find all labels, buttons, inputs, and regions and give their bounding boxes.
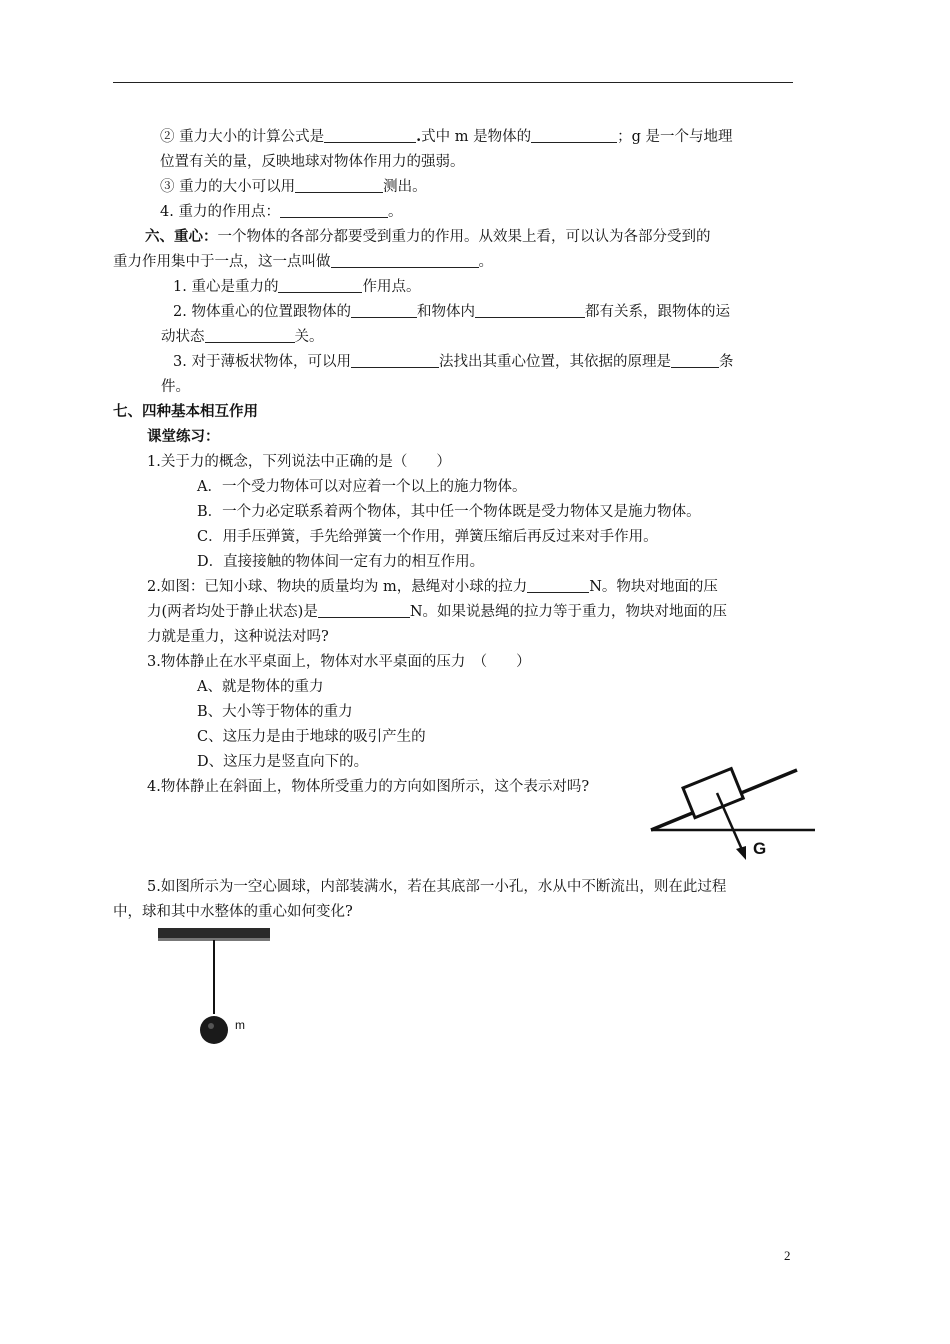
header-rule: [113, 82, 793, 83]
measure-line: ③ 重力的大小可以用 测出。: [160, 179, 427, 195]
question-5-line-1: 5.如图所示为一空心圆球，内部装满水，若在其底部一小孔，水从中不断流出，则在此过程: [147, 879, 727, 895]
hanging-ball-figure: [156, 926, 276, 1050]
center-of-gravity-intro: 六、重心：一个物体的各部分都要受到重力的作用。从效果上看，可以认为各部分受到的: [145, 228, 711, 245]
block: [683, 769, 743, 818]
practice-heading: 课堂练习：: [147, 428, 220, 445]
formula-line: ② 重力大小的计算公式是 .式中 m 是物体的 ；g 是一个与地理: [160, 128, 733, 145]
center-item-2: 2. 物体重心的位置跟物体的 和物体内 都有关系，跟物体的运: [173, 304, 730, 320]
center-item-1: 1. 重心是重力的 作用点。: [173, 279, 421, 295]
mass-label: m: [235, 1018, 245, 1032]
question-1-option-d: D．直接接触的物体间一定有力的相互作用。: [197, 554, 485, 570]
center-blank: [331, 253, 479, 268]
center-item-3-blank-a: [351, 353, 439, 368]
question-1-option-b: B．一个力必定联系着两个物体，其中任一个物体既是受力物体又是施力物体。: [197, 504, 701, 520]
question-1: 1.关于力的概念，下列说法中正确的是（ ）: [147, 454, 451, 470]
question-4: 4.物体静止在斜面上，物体所受重力的方向如图所示，这个表示对吗?: [147, 779, 590, 795]
action-point-blank: [280, 203, 388, 218]
measure-blank: [295, 178, 383, 193]
center-item-3-line-2: 件。: [161, 379, 190, 395]
center-item-2-blank-b: [475, 303, 585, 318]
question-2-blank-a: [527, 578, 589, 593]
section-6-heading: 六、重心：: [145, 228, 218, 245]
ceiling-support: [158, 928, 270, 938]
gravity-arrowhead: [736, 846, 746, 860]
question-3-option-b: B、大小等于物体的重力: [197, 704, 353, 720]
center-item-1-blank: [278, 278, 362, 293]
question-1-option-a: A．一个受力物体可以对应着一个以上的施力物体。: [197, 479, 527, 495]
center-of-gravity-definition: 重力作用集中于一点，这一点叫做 。: [113, 254, 493, 270]
section-7-heading: 七、四种基本相互作用: [113, 403, 258, 420]
question-3-option-c: C、这压力是由于地球的吸引产生的: [197, 729, 426, 745]
center-item-2-blank-a: [351, 303, 417, 318]
question-2-blank-b: [318, 603, 410, 618]
center-item-2-blank-c: [205, 328, 295, 343]
mass-blank: [531, 128, 617, 143]
center-item-3: 3. 对于薄板状物体，可以用 法找出其重心位置，其依据的原理是 条: [173, 354, 734, 370]
center-item-3-blank-b: [671, 353, 719, 368]
action-point-line: 4. 重力的作用点： 。: [160, 204, 403, 220]
ball: [200, 1016, 228, 1044]
question-3-option-a: A、就是物体的重力: [197, 679, 324, 695]
incline-figure: [645, 760, 817, 870]
formula-line-2: 位置有关的量，反映地球对物体作用力的强弱。: [160, 154, 465, 170]
center-item-2-line-2: 动状态 关。: [161, 329, 324, 345]
gravity-label: G: [753, 839, 767, 858]
formula-blank: [324, 128, 416, 143]
question-5-line-2: 中，球和其中水整体的重心如何变化?: [113, 904, 353, 920]
page-number: 2: [784, 1248, 791, 1263]
question-2-line-2: 力(两者均处于静止状态)是 N。如果说悬绳的拉力等于重力，物块对地面的压: [147, 604, 728, 620]
question-3-option-d: D、这压力是竖直向下的。: [197, 754, 369, 770]
question-2-line-3: 力就是重力，这种说法对吗?: [147, 629, 329, 645]
question-1-option-c: C．用手压弹簧，手先给弹簧一个作用，弹簧压缩后再反过来对手作用。: [197, 529, 658, 545]
question-2-line-1: 2.如图：已知小球、物块的质量均为 m，悬绳对小球的拉力 N。物块对地面的压: [147, 579, 718, 595]
question-3: 3.物体静止在水平桌面上，物体对水平桌面的压力 （ ）: [147, 654, 531, 670]
